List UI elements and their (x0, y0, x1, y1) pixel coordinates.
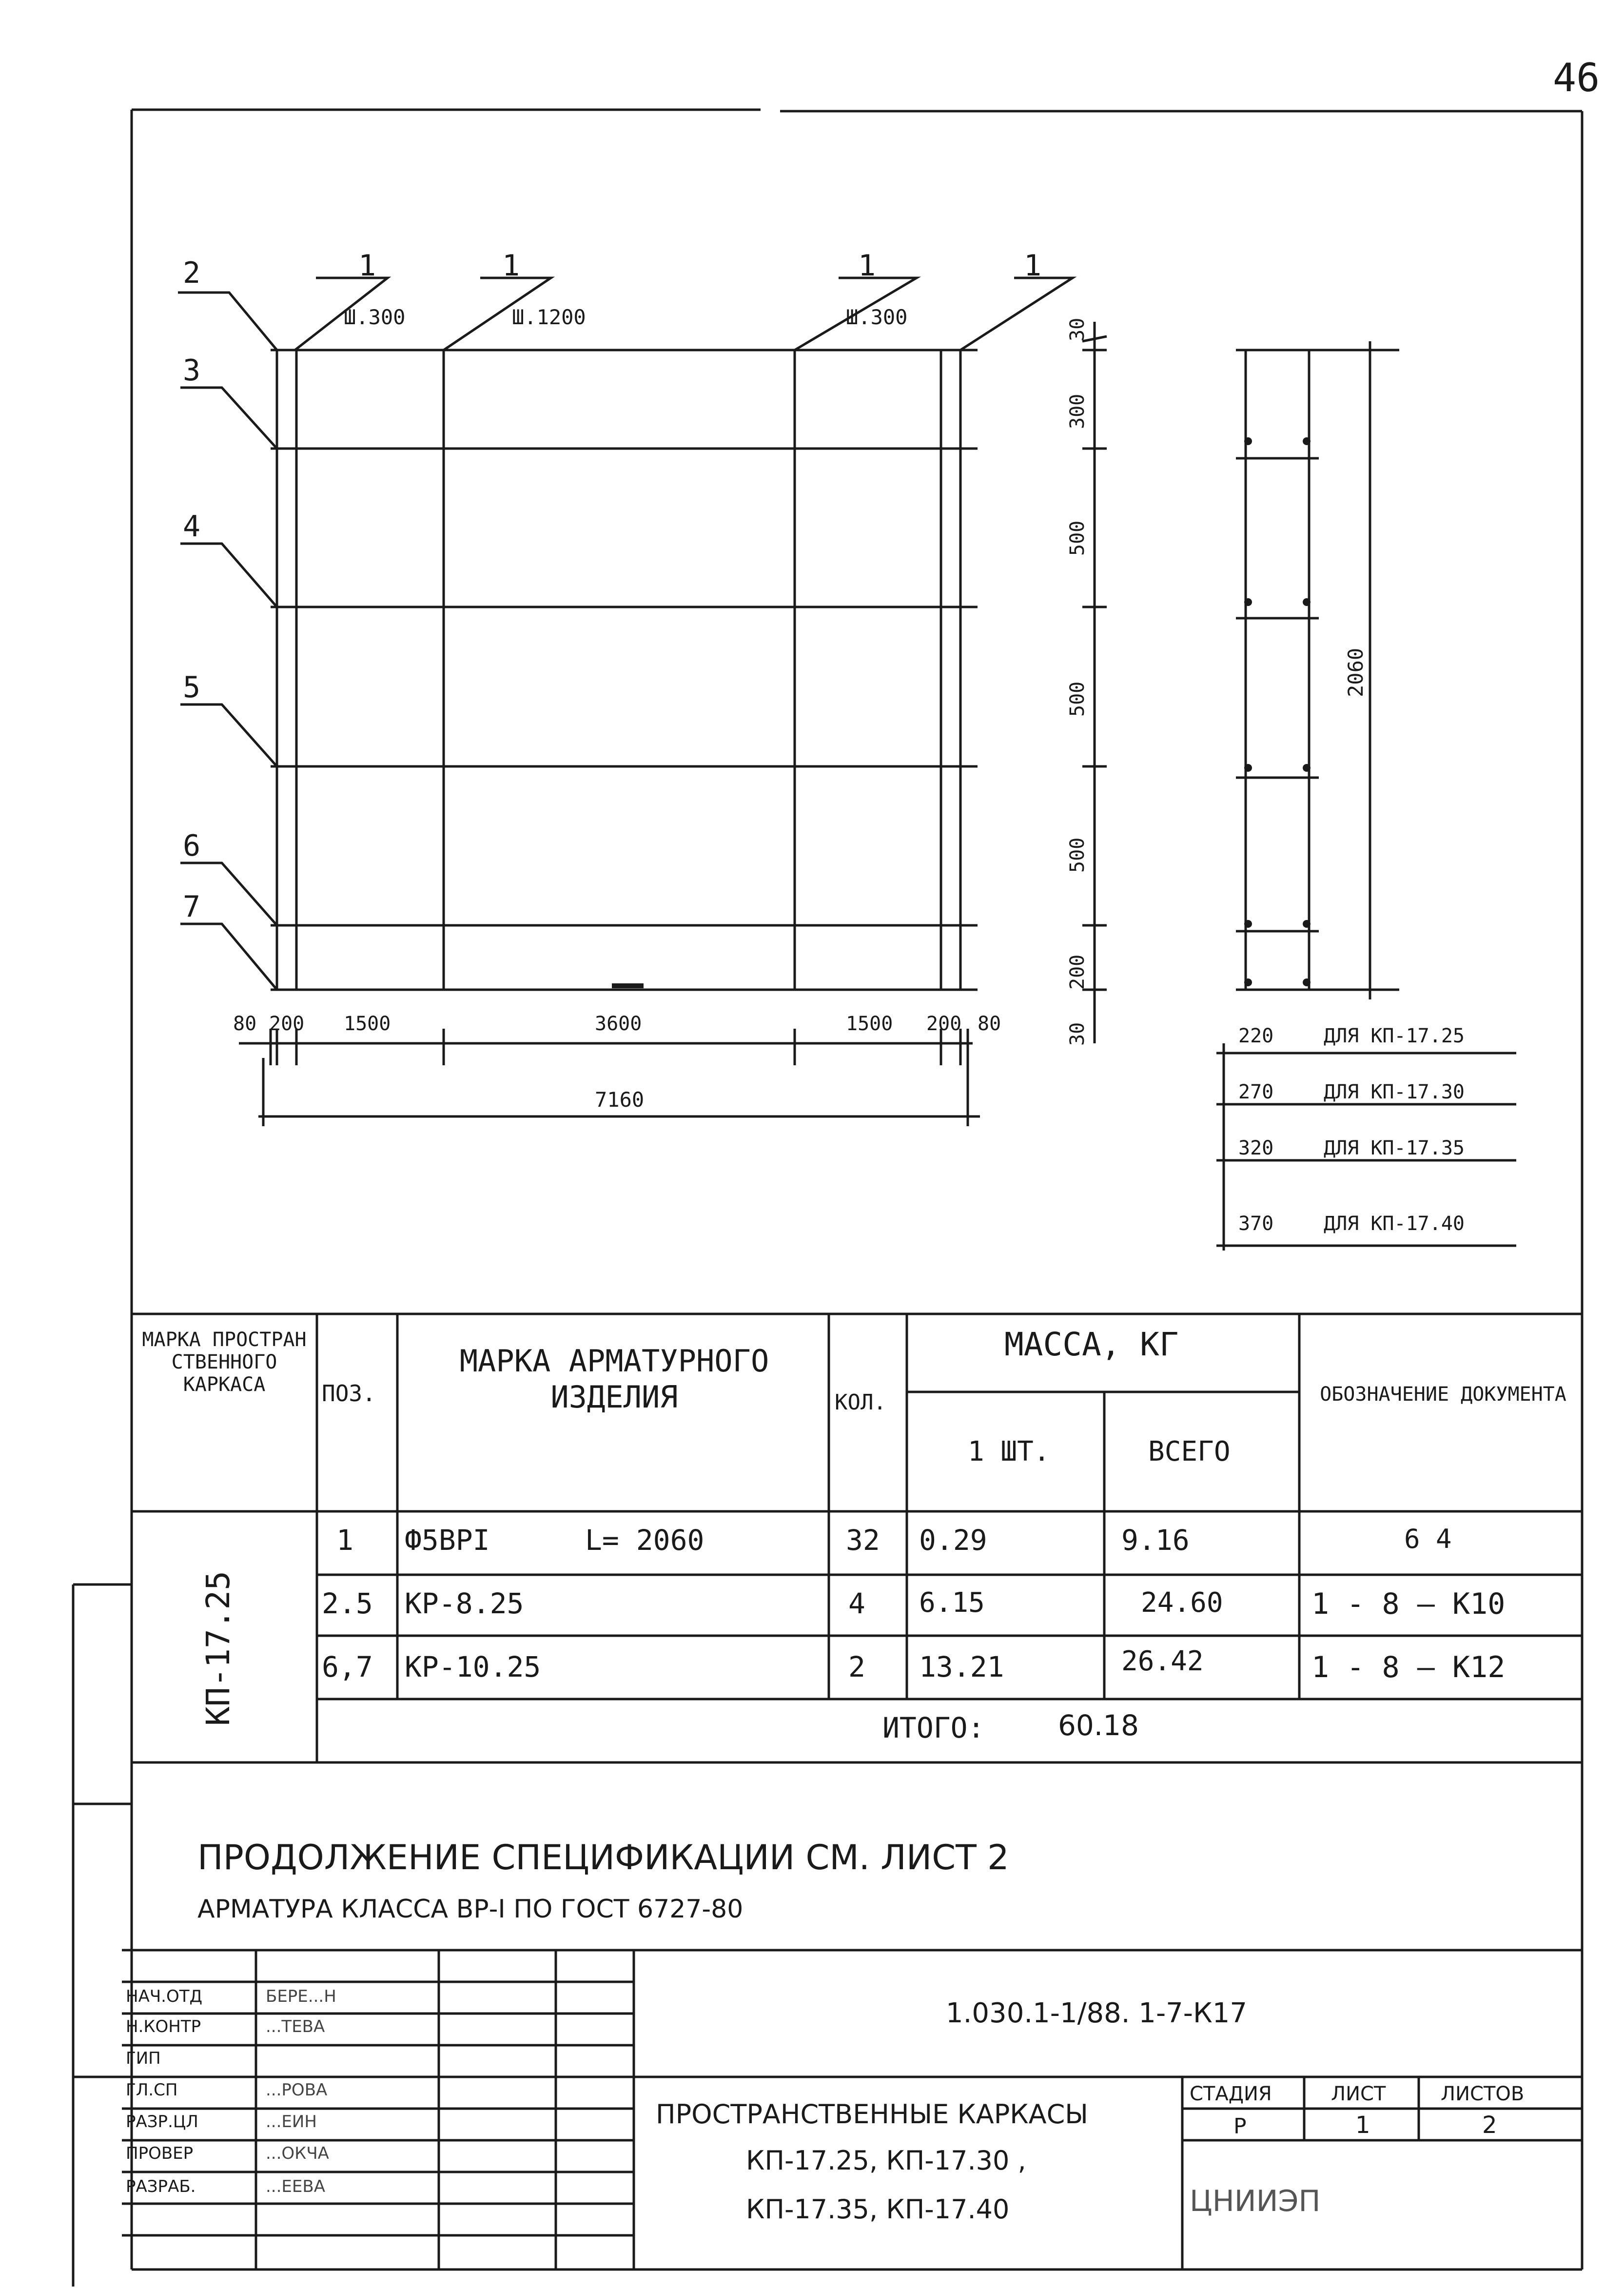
stage-label: СТАДИЯ (1190, 2083, 1272, 2105)
dim-label: 200 (926, 1013, 962, 1035)
row-qty: 2 (848, 1650, 865, 1683)
organization: ЦНИИЭП (1190, 2184, 1321, 2218)
section-width-label: ДЛЯ КП-17.25 (1324, 1025, 1465, 1047)
row-mass-total: 9.16 (1121, 1524, 1190, 1557)
callout-1: 1 (502, 249, 520, 283)
dim-label: 1500 (344, 1013, 391, 1035)
row-doc: 1 - 8 — К12 (1311, 1650, 1506, 1684)
dim-label: 200 (1066, 954, 1089, 990)
note-continuation: ПРОДОЛЖЕНИЕ СПЕЦИФИКАЦИИ СМ. ЛИСТ 2 (197, 1838, 1009, 1877)
header-mass-one: 1 ШТ. (968, 1436, 1050, 1467)
header-item-mark: МАРКА АРМАТУРНОГО ИЗДЕЛИЯ (459, 1343, 769, 1415)
role-label: ГЛ.СП (126, 2080, 178, 2100)
row-item: Ф5ВРI (405, 1524, 490, 1557)
drawing-title: ПРОСТРАНСТВЕННЫЕ КАРКАСЫ (656, 2099, 1088, 2130)
step-label: Ш.300 (846, 305, 908, 329)
person-name: ...ОКЧА (266, 2144, 329, 2163)
section-width: 320 (1238, 1137, 1274, 1159)
dim-label: 80 (233, 1013, 257, 1035)
dim-total: 7160 (595, 1088, 645, 1112)
header-frame-mark: МАРКА ПРОСТРАН СТВЕННОГО КАРКАСА (142, 1329, 307, 1396)
total-label: ИТОГО: (882, 1711, 985, 1744)
person-name: БЕРЕ...Н (266, 1987, 336, 2006)
row-qty: 4 (848, 1587, 865, 1620)
role-label: НАЧ.ОТД (126, 1987, 203, 2006)
dim-label: 500 (1066, 837, 1089, 873)
row-mass-total: 26.42 (1121, 1645, 1204, 1677)
role-label: РАЗР.ЦЛ (126, 2112, 198, 2132)
header-mass-total: ВСЕГО (1148, 1436, 1231, 1467)
row-poz: 1 (336, 1524, 353, 1557)
section-width-label: ДЛЯ КП-17.40 (1324, 1212, 1465, 1235)
row-poz: 6,7 (322, 1650, 373, 1683)
section-width-label: ДЛЯ КП-17.30 (1324, 1081, 1465, 1103)
callout-5: 5 (183, 670, 201, 704)
sheet-label: ЛИСТ (1331, 2083, 1386, 2105)
callout-4: 4 (183, 509, 201, 544)
row-doc: 6 4 (1404, 1524, 1452, 1554)
role-label: ГИП (126, 2049, 161, 2068)
row-item: КР-8.25 (405, 1587, 524, 1620)
row-qty: 32 (846, 1524, 880, 1557)
person-name: ...ЕЕВА (266, 2177, 325, 2196)
row-poz: 2.5 (322, 1587, 373, 1620)
section-height: 2060 (1344, 647, 1368, 697)
callout-3: 3 (183, 353, 201, 388)
frame-mark: КП-17.25 (199, 1571, 237, 1726)
header-doc: ОБОЗНАЧЕНИЕ ДОКУМЕНТА (1320, 1383, 1566, 1406)
document-code: 1.030.1-1/88. 1-7-К17 (946, 1997, 1247, 2029)
callout-6: 6 (183, 829, 201, 863)
stage-value: Р (1233, 2114, 1247, 2139)
header-mass: МАССА, КГ (1004, 1326, 1179, 1363)
callout-1: 1 (358, 249, 376, 283)
step-label: Ш.300 (344, 305, 406, 329)
header-poz: ПОЗ. (322, 1380, 376, 1407)
person-name: ...ЕИН (266, 2112, 317, 2132)
page-number: 46 (1553, 55, 1600, 100)
dim-label: 80 (978, 1013, 1001, 1035)
row-doc: 1 - 8 — К10 (1311, 1587, 1506, 1621)
section-width: 220 (1238, 1025, 1274, 1047)
row-length: L= 2060 (585, 1524, 704, 1557)
role-label: ПРОВЕР (126, 2144, 194, 2163)
person-name: ...РОВА (266, 2080, 328, 2100)
role-label: Н.КОНТР (126, 2017, 201, 2036)
section-width: 370 (1238, 1212, 1274, 1235)
row-mass-one: 6.15 (919, 1587, 985, 1619)
step-label: Ш.1200 (512, 305, 586, 329)
sheets-label: ЛИСТОВ (1441, 2083, 1525, 2105)
dim-label: 500 (1066, 681, 1089, 717)
drawing-title: КП-17.25, КП-17.30 , (746, 2145, 1026, 2176)
row-item: КР-10.25 (405, 1650, 541, 1683)
dim-label: 3600 (595, 1013, 642, 1035)
sheet-value: 1 (1355, 2112, 1370, 2139)
callout-1: 1 (858, 249, 876, 283)
callout-1: 1 (1024, 249, 1042, 283)
section-width-label: ДЛЯ КП-17.35 (1324, 1137, 1465, 1159)
note-steel-class: АРМАТУРА КЛАССА ВР-I ПО ГОСТ 6727-80 (197, 1895, 744, 1924)
dim-label: 30 (1066, 317, 1089, 341)
person-name: ...ТЕВА (266, 2017, 325, 2036)
row-mass-one: 13.21 (919, 1650, 1004, 1683)
sheets-value: 2 (1482, 2112, 1497, 2139)
dim-label: 1500 (846, 1013, 893, 1035)
callout-7: 7 (183, 890, 201, 924)
callout-2: 2 (183, 256, 201, 290)
row-mass-one: 0.29 (919, 1524, 987, 1557)
dim-label: 30 (1066, 1022, 1089, 1046)
drawing-title: КП-17.35, КП-17.40 (746, 2194, 1010, 2225)
header-qty: КОЛ. (835, 1390, 886, 1415)
section-width: 270 (1238, 1081, 1274, 1103)
dim-label: 500 (1066, 520, 1089, 556)
dim-label: 200 (269, 1013, 305, 1035)
dim-label: 300 (1066, 393, 1089, 429)
row-mass-total: 24.60 (1141, 1587, 1223, 1619)
total-value: 60.18 (1058, 1709, 1139, 1742)
role-label: РАЗРАБ. (126, 2177, 196, 2196)
